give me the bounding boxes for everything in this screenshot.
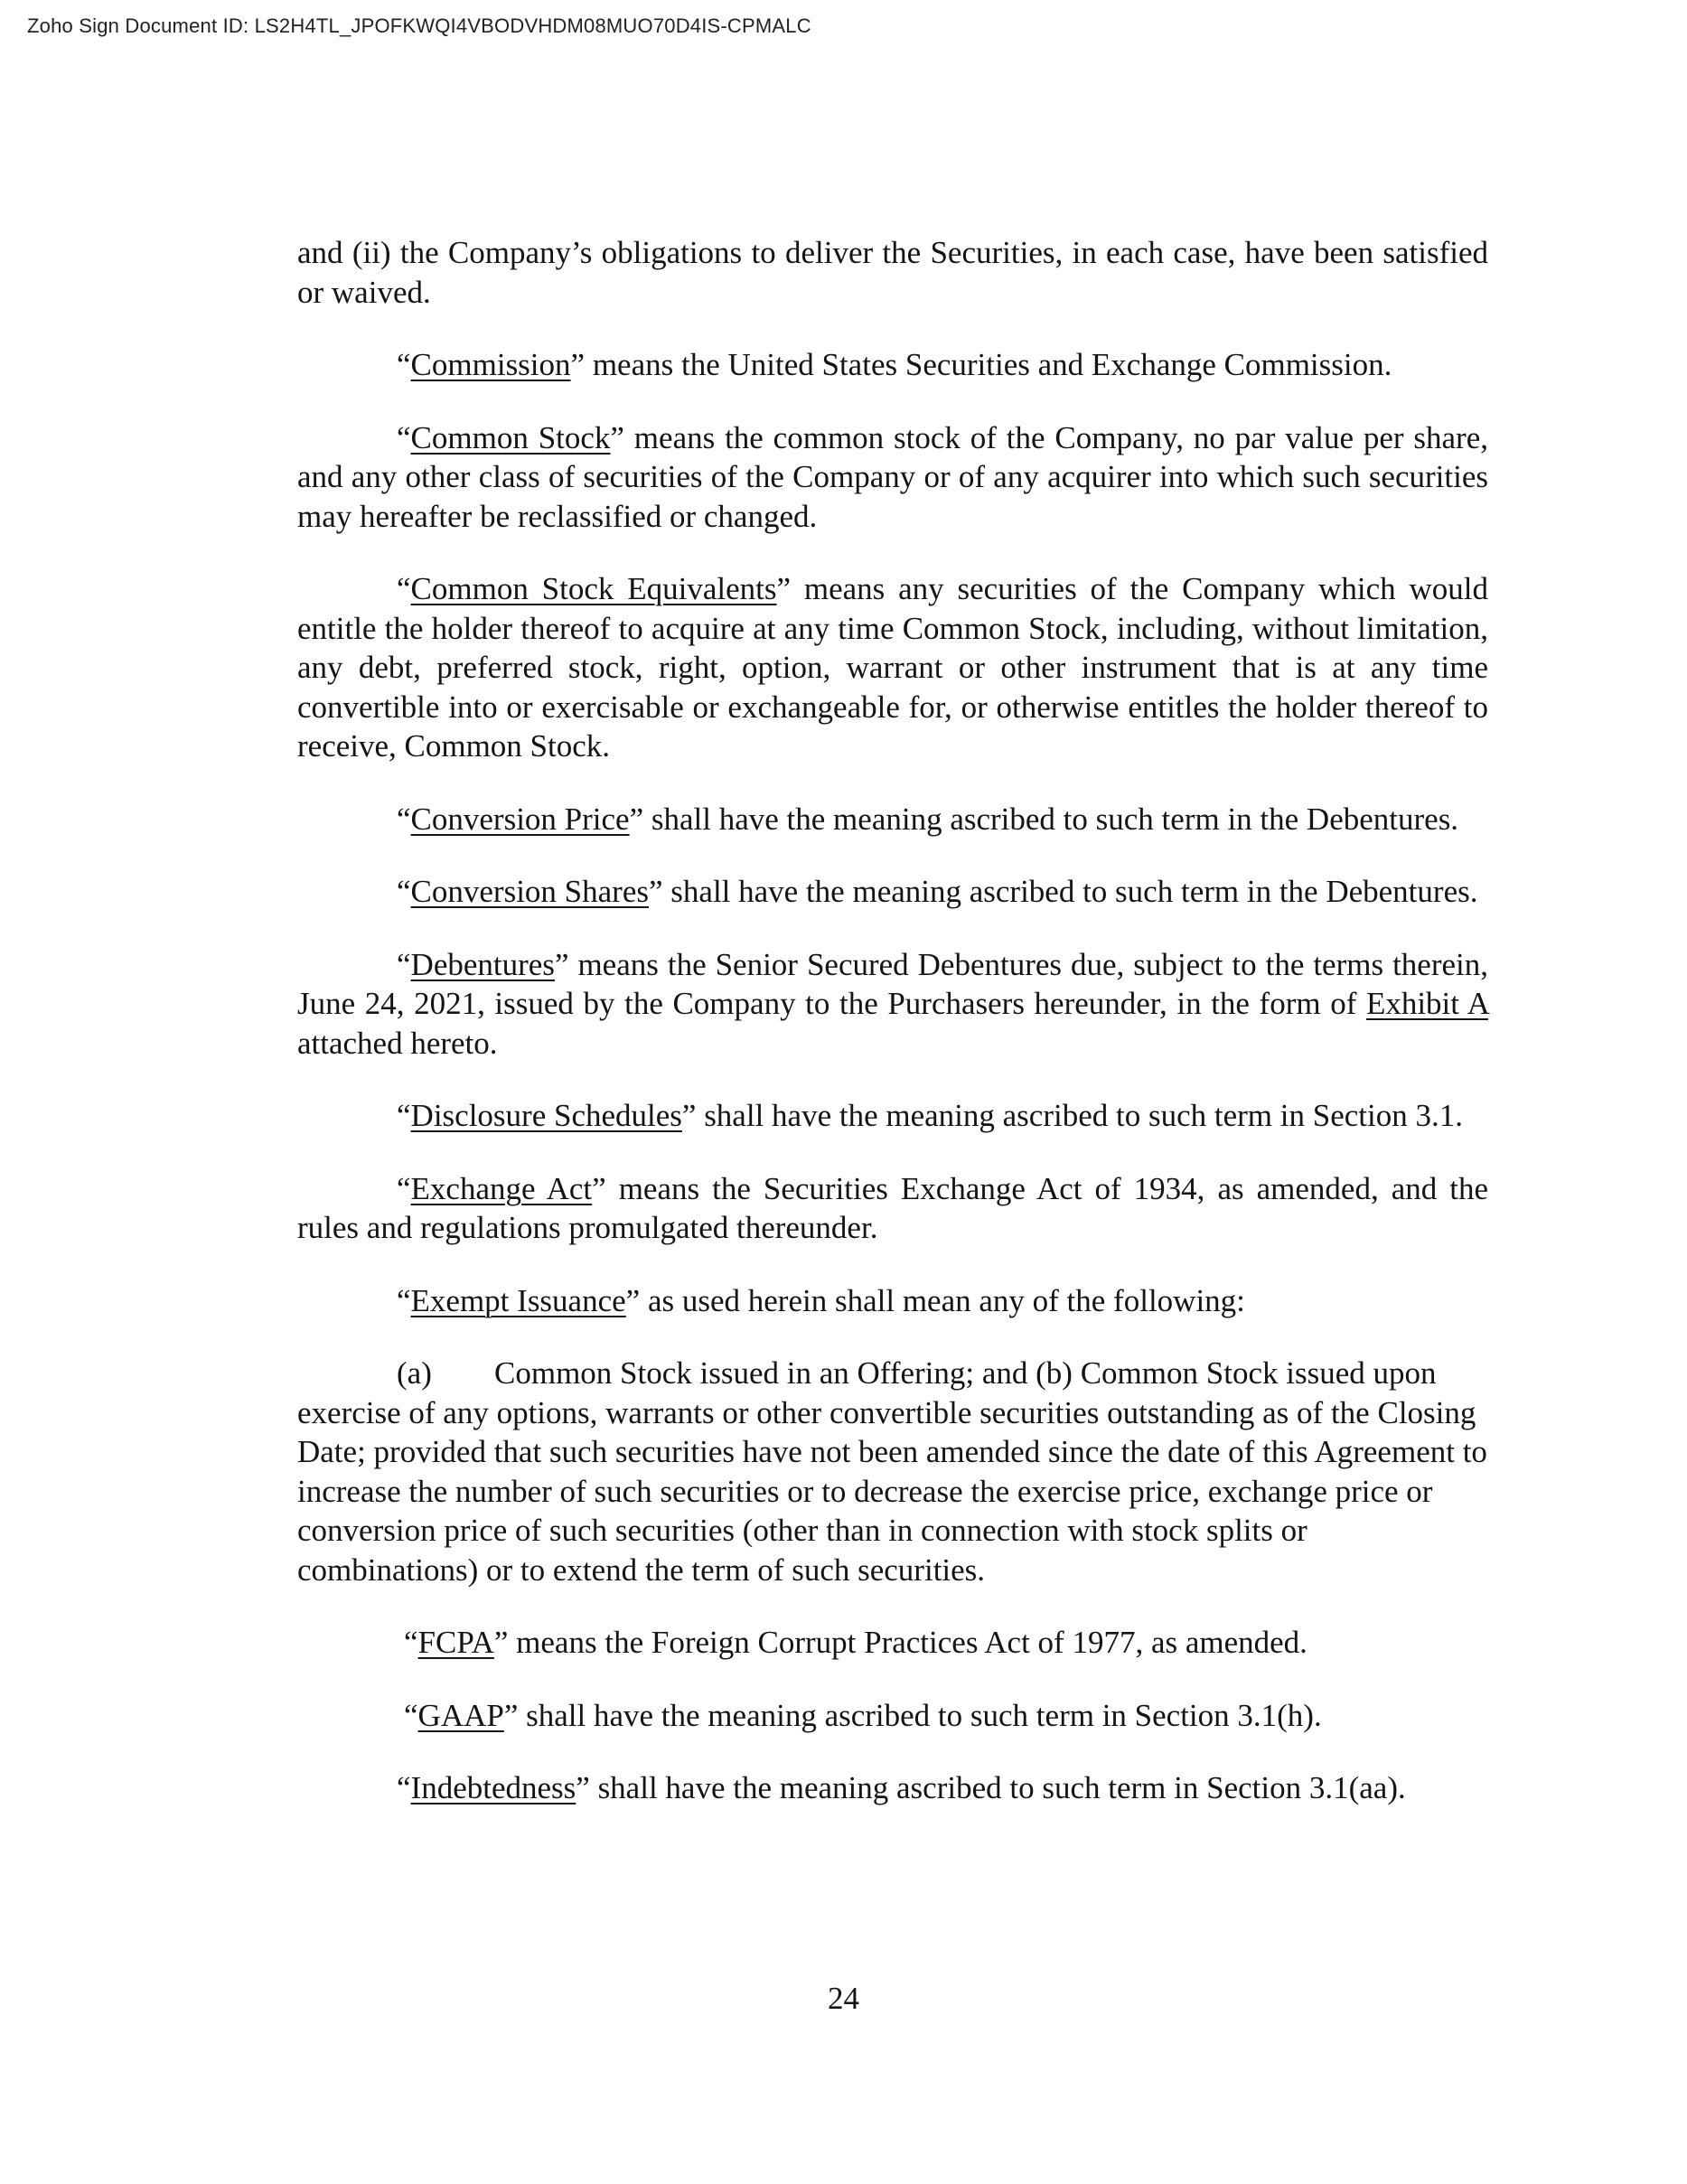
- exempt-issuance-item-a: (a) Common Stock issued in an Offering; and (b) Common Stock issued upon exercise of any options, warrants or other convertible securities outstanding as of the Closing Date; provided that such securities have not been amended since the date of this Agreement to increase the number of such securities or to decrease the exercise price, exchange price or conversion price of such securities (other than in connection with stock splits or combinations) or to extend the term of such securities.: [297, 1355, 1487, 1588]
- defined-term: Common Stock Equivalents: [410, 571, 777, 606]
- definition-exchange-act: “Exchange Act” means the Securities Exchange Act of 1934, as amended, and the rules and regulations promulgated thereunder.: [297, 1170, 1489, 1245]
- definition-gaap: “GAAP” shall have the meaning ascribed to such term in Section 3.1(h).: [404, 1697, 1322, 1733]
- definition-commission: “Commission” means the United States Securities and Exchange Commission.: [397, 347, 1392, 382]
- exhibit-reference: Exhibit A: [1365, 986, 1488, 1021]
- defined-term: FCPA: [417, 1625, 494, 1660]
- definition-exempt-issuance: “Exempt Issuance” as used herein shall mean any of the following:: [397, 1282, 1245, 1318]
- page-number: 24: [828, 1981, 859, 2016]
- defined-term: Conversion Price: [410, 801, 630, 837]
- definition-disclosure-schedules: “Disclosure Schedules” shall have the meaning ascribed to such term in Section 3.1.: [397, 1098, 1463, 1133]
- definition-indebtedness: “Indebtedness” shall have the meaning ascribed to such term in Section 3.1(aa).: [397, 1770, 1406, 1805]
- definition-conversion-price: “Conversion Price” shall have the meaning ascribed to such term in the Debentures.: [397, 801, 1459, 837]
- defined-term: Indebtedness: [410, 1770, 576, 1805]
- paragraph-continuation: and (ii) the Company’s obligations to deliver the Securities, in each case, have been satisfied or waived.: [297, 235, 1488, 310]
- defined-term: Exempt Issuance: [410, 1282, 626, 1318]
- definition-fcpa: “FCPA” means the Foreign Corrupt Practices Act of 1977, as amended.: [404, 1625, 1307, 1660]
- definition-common-stock-equivalents: “Common Stock Equivalents” means any securities of the Company which would entitle the holder thereof to acquire at any time Common Stock, including, without limitation, any debt, preferred stock, right, option, warrant or other instrument that is at any time convertible into or exercisable or exchangeable for, or otherwise entitles the holder thereof to receive, Common Stock.: [297, 571, 1488, 764]
- defined-term: GAAP: [417, 1697, 504, 1733]
- definition-common-stock: “Common Stock” means the common stock of the Company, no par value per share, and any other class of securities of the Company or of any acquirer into which such securities may hereafter be reclassified or changed.: [297, 419, 1488, 534]
- defined-term: Commission: [410, 347, 571, 382]
- enumeration-label: (a): [397, 1355, 432, 1391]
- defined-term: Disclosure Schedules: [410, 1098, 682, 1133]
- defined-term: Common Stock: [410, 419, 611, 455]
- definition-debentures: “Debentures” means the Senior Secured Debentures due, subject to the terms therein, June 24, 2021, issued by the Company to the Purchasers hereunder, in the form of Exhibit A attached hereto.: [297, 946, 1488, 1061]
- defined-term: Exchange Act: [410, 1170, 593, 1206]
- defined-term: Debentures: [410, 946, 555, 982]
- document-body: [297, 233, 1488, 1808]
- defined-term: Conversion Shares: [410, 874, 649, 909]
- document-id-header: Zoho Sign Document ID: LS2H4TL_JPOFKWQI4VBODVHDM08MUO70D4IS-CPMALC: [27, 14, 811, 37]
- definition-conversion-shares: “Conversion Shares” shall have the meaning ascribed to such term in the Debentures.: [397, 874, 1478, 909]
